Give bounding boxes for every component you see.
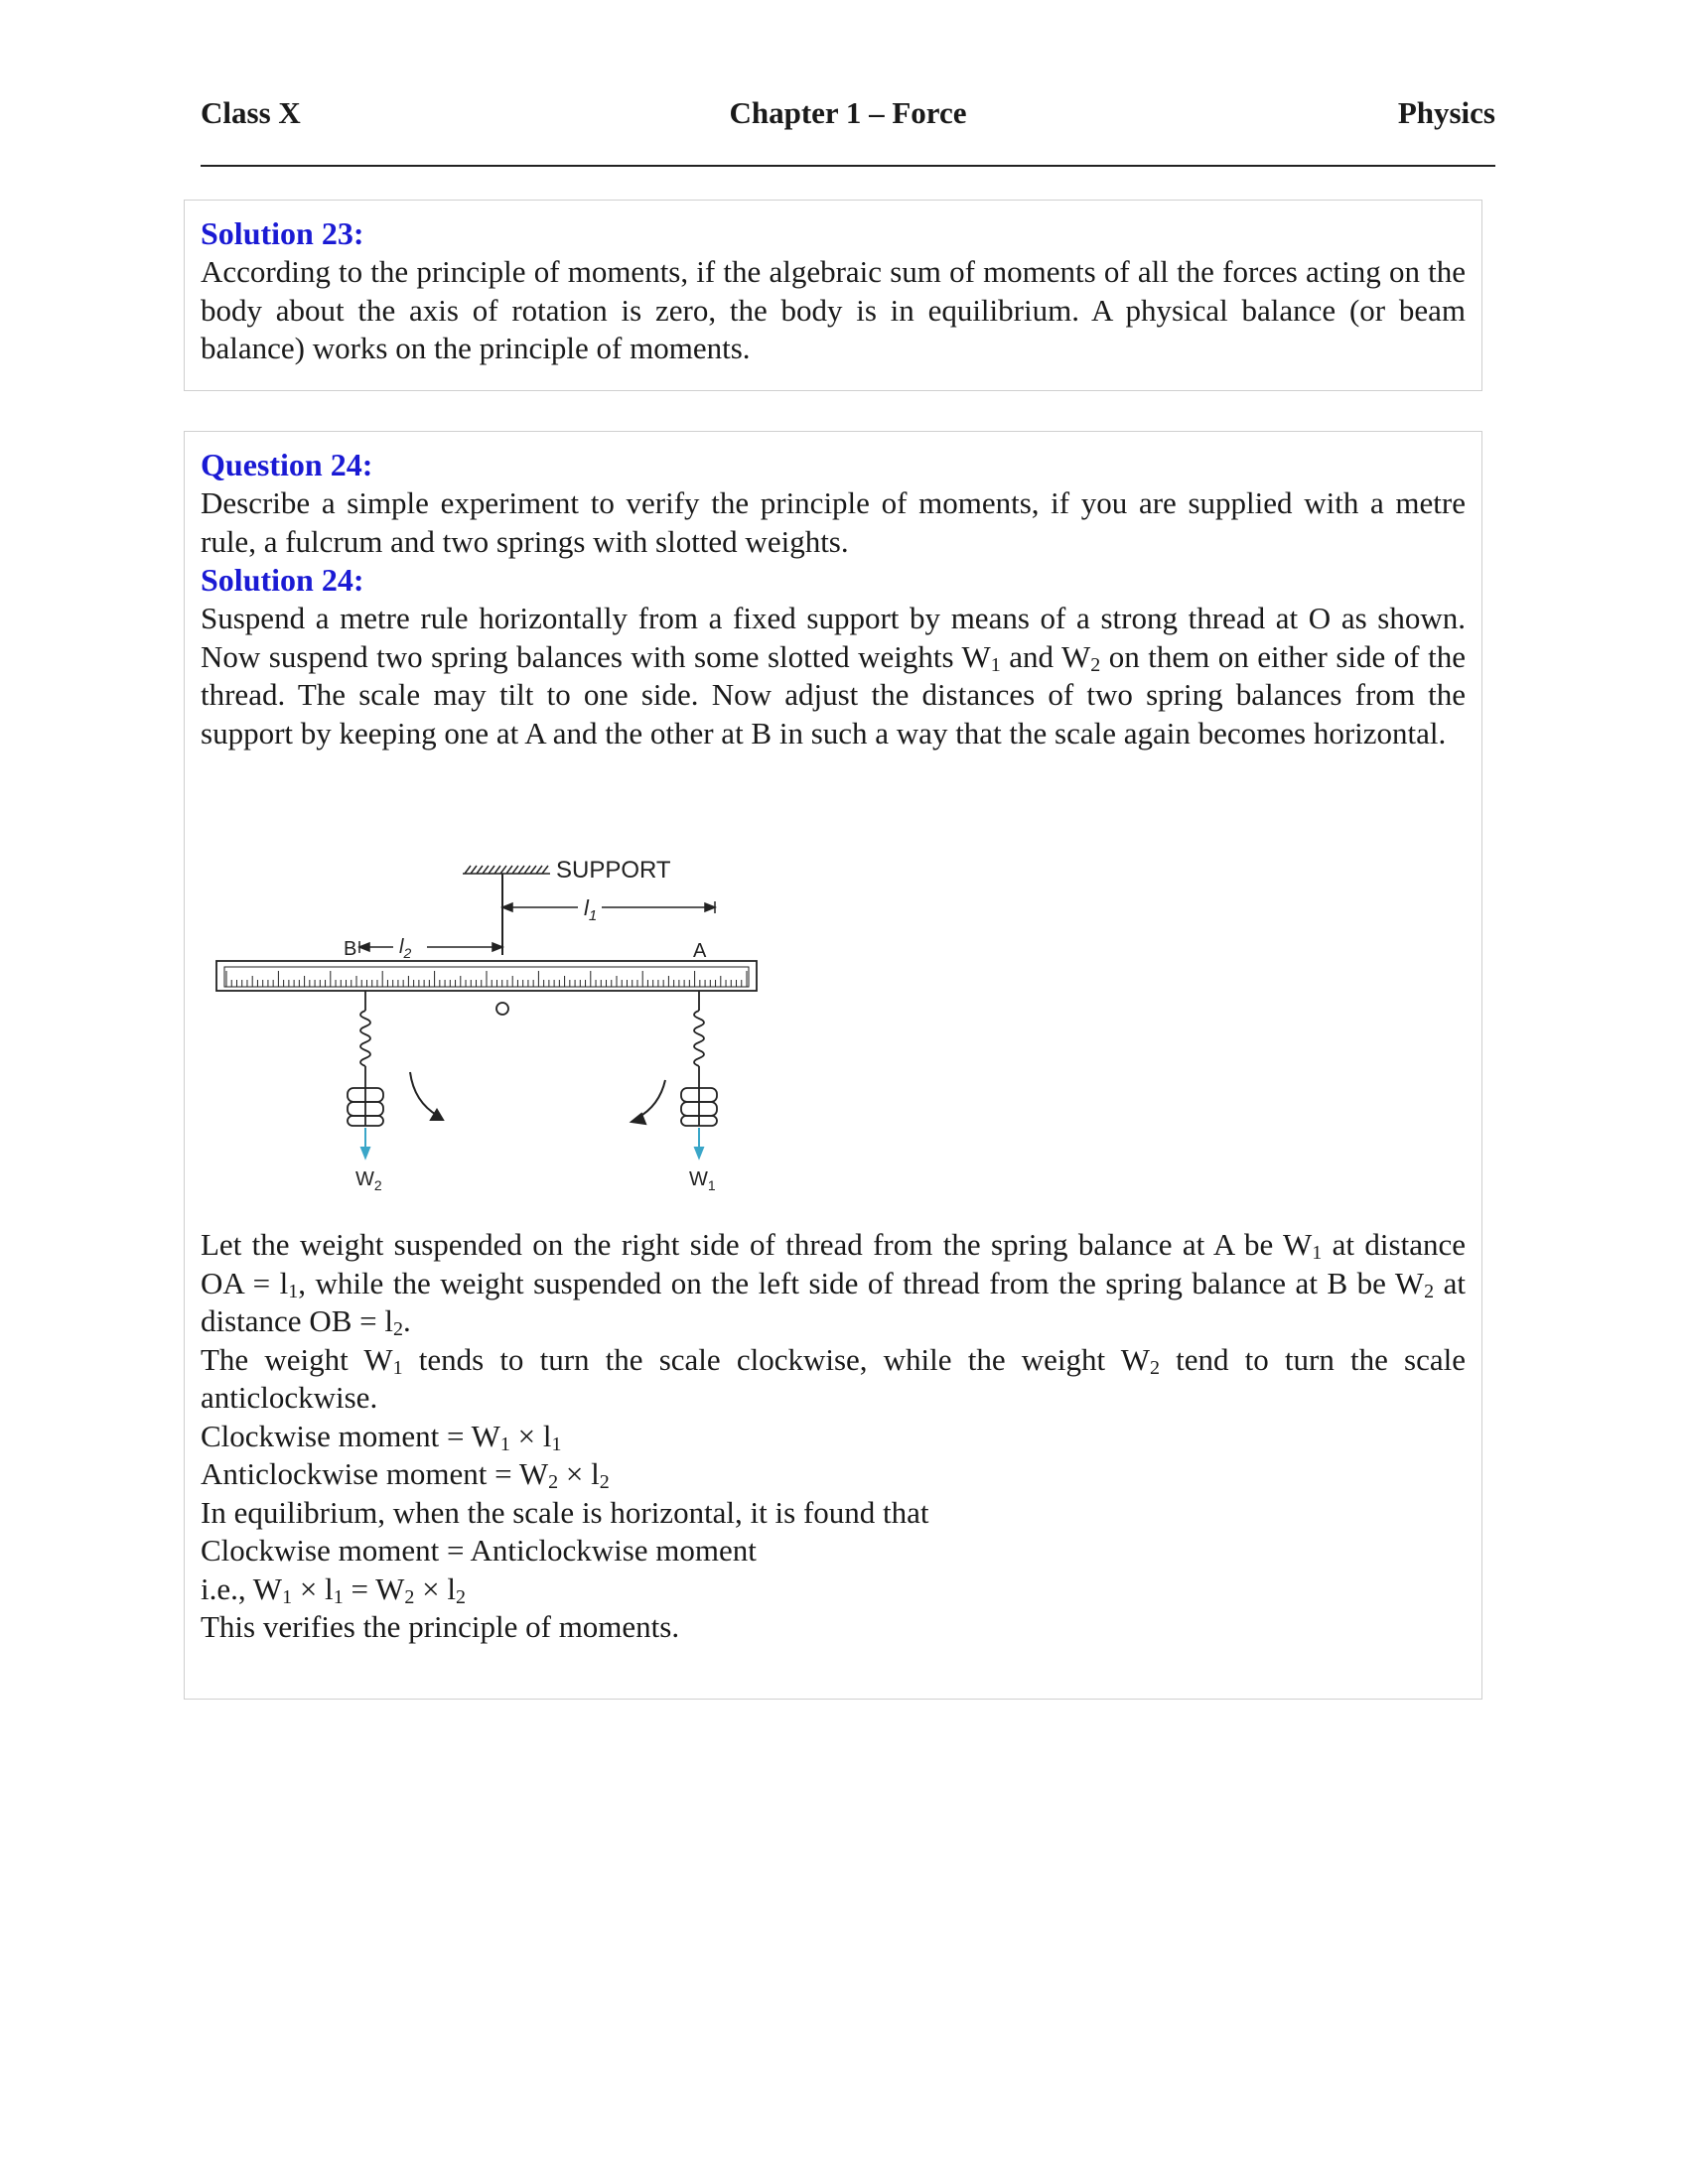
question-24-label: Question 24:: [201, 447, 373, 482]
metre-rule: [216, 961, 757, 991]
w2-label: $W_2$: [355, 1168, 382, 1193]
solution-23-text: According to the principle of moments, if the algebraic sum of moments of all the forces acting on the body about the axis of rotation is zero, the body is in equilibrium. A physical balance (or beam balance) works on the principle of moments.: [201, 254, 1466, 365]
pivot-o-mark: [496, 1003, 508, 1015]
clockwise-moment-line: Clockwise moment = $W_1 \times l_1$: [201, 1418, 562, 1455]
conclusion-line: This verifies the principle of moments.: [201, 1609, 680, 1644]
question-24-text: Describe a simple experiment to verify the principle of moments, if you are supplied with a metre rule, a fulcrum and two springs with slotted weights.: [201, 485, 1466, 559]
support-label: SUPPORT: [556, 857, 671, 884]
question-24-box: [184, 431, 1482, 1700]
equilibrium-line: In equilibrium, when the scale is horizontal, it is found that: [201, 1494, 929, 1530]
solution-24-paragraph-2: Let the weight suspended on the right side of thread from the spring balance at A be $W_1$ at distance OA = $l_1$, while the weight suspended on the left side of thread from the spring balance at B be $W_2$ at distance OB = $l_2$.: [201, 1227, 1466, 1340]
page-header: [201, 95, 1495, 143]
header-chapter: Chapter 1 – Force: [729, 95, 967, 130]
left-spring-icon: [348, 991, 383, 1126]
clockwise-arrow-icon: [632, 1080, 665, 1124]
moments-diagram: [207, 844, 763, 1261]
l2-dimension: [359, 941, 502, 953]
solution-23-box: [184, 200, 1482, 391]
point-b-label: B: [344, 938, 357, 960]
header-subject: Physics: [1397, 95, 1495, 130]
left-arrow-down-icon: [361, 1128, 369, 1158]
anticlockwise-moment-line: Anticlockwise moment = $W_2 \times l_2$: [201, 1456, 610, 1493]
right-arrow-down-icon: [695, 1128, 703, 1158]
header-rule: [201, 165, 1495, 167]
point-a-label: A: [693, 940, 707, 962]
solution-23-label: Solution 23:: [201, 215, 364, 251]
anticlockwise-arrow-icon: [410, 1072, 443, 1120]
l2-label: $l_2$: [399, 936, 412, 961]
header-class: Class X: [201, 95, 301, 130]
solution-24-paragraph-1: Suspend a metre rule horizontally from a fixed support by means of a strong thread at O as shown. Now suspend two spring balances with some slotted weights $W_1$ and $W_2$ on them on either side of the thread. The scale may tilt to one side. Now adjust the distances of two spring balances from the support by keeping one at A and the other at B in such a way that the scale again becomes horizontal.: [201, 601, 1466, 751]
equation-line: i.e., $W_1 \times l_1 = W_2 \times l_2$: [201, 1570, 466, 1608]
solution-24-paragraph-3: The weight $W_1$ tends to turn the scale clockwise, while the weight $W_2$ tend to turn the scale anticlockwise.: [201, 1341, 1466, 1415]
l1-dimension: [502, 901, 715, 913]
right-spring-icon: [681, 991, 717, 1126]
l1-label: $l_1$: [584, 895, 598, 924]
w1-label: $W_1$: [689, 1168, 716, 1193]
solution-24-label: Solution 24:: [201, 562, 364, 598]
support-hatch-icon: [463, 866, 550, 874]
moment-equality-line: Clockwise moment = Anticlockwise moment: [201, 1533, 757, 1568]
